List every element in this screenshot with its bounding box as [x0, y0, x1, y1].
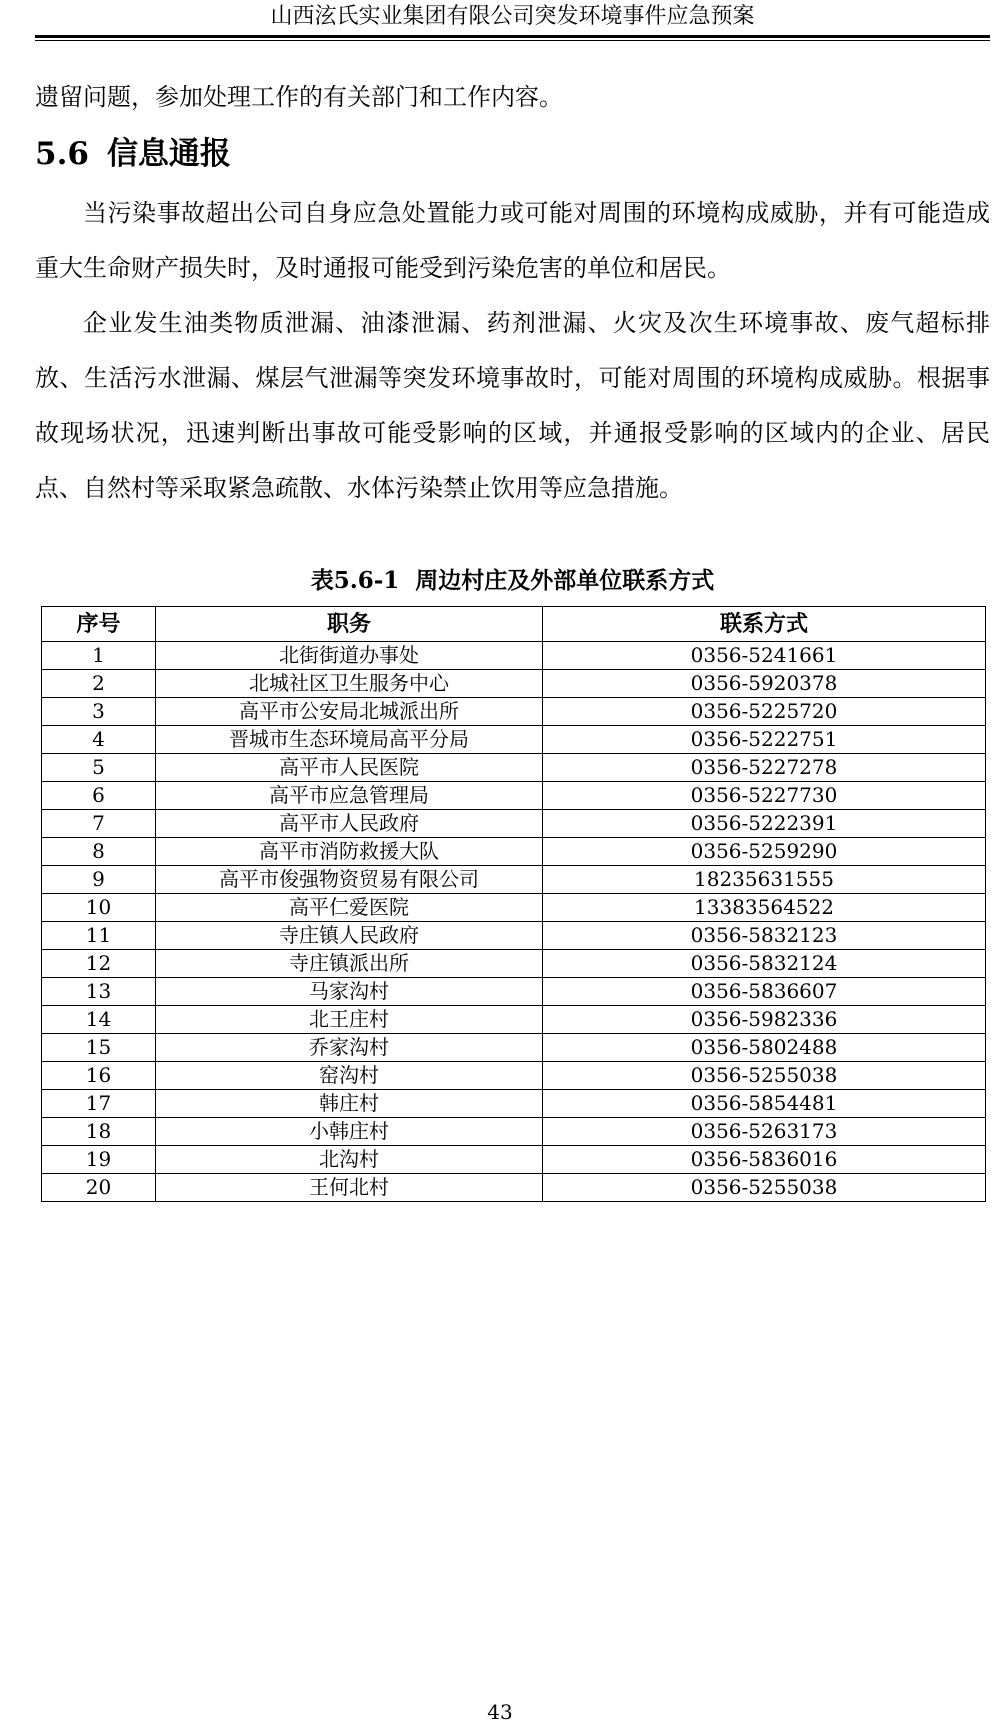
cell-serial-number: 9 [42, 866, 156, 894]
cell-phone: 0356-5241661 [543, 642, 986, 670]
cell-serial-number: 17 [42, 1090, 156, 1118]
cell-post: 寺庄镇派出所 [156, 950, 543, 978]
cell-serial-number: 10 [42, 894, 156, 922]
cell-serial-number: 3 [42, 698, 156, 726]
cell-serial-number: 7 [42, 810, 156, 838]
cell-serial-number: 1 [42, 642, 156, 670]
cell-phone: 0356-5802488 [543, 1034, 986, 1062]
cell-serial-number: 4 [42, 726, 156, 754]
cell-serial-number: 8 [42, 838, 156, 866]
cell-post: 乔家沟村 [156, 1034, 543, 1062]
cell-post: 北城社区卫生服务中心 [156, 670, 543, 698]
cell-phone: 0356-5222391 [543, 810, 986, 838]
table-row [42, 726, 986, 754]
cell-phone: 0356-5920378 [543, 670, 986, 698]
table-row [42, 922, 986, 950]
cell-post: 小韩庄村 [156, 1118, 543, 1146]
table-caption-number: 表5.6-1 [310, 567, 400, 594]
cell-phone: 0356-5259290 [543, 838, 986, 866]
paragraph-1: 当污染事故超出公司自身应急处置能力或可能对周围的环境构成威胁，并有可能造成重大生命财产损失时，及时通报可能受到污染危害的单位和居民。 [35, 199, 990, 282]
table-row [42, 894, 986, 922]
table-row [42, 1146, 986, 1174]
table-row [42, 1118, 986, 1146]
intro-line: 遗留问题，参加处理工作的有关部门和工作内容。 [35, 83, 563, 111]
contacts-table [41, 606, 986, 1202]
cell-phone: 0356-5832124 [543, 950, 986, 978]
table-row [42, 1174, 986, 1202]
table-row [42, 642, 986, 670]
table-row [42, 838, 986, 866]
table-row [42, 670, 986, 698]
cell-serial-number: 12 [42, 950, 156, 978]
header-rule-thick [35, 35, 990, 38]
cell-post: 高平市公安局北城派出所 [156, 698, 543, 726]
section-heading [35, 130, 231, 178]
section-number: 5.6 [35, 136, 89, 172]
table-body [42, 642, 986, 1202]
cell-post: 窑沟村 [156, 1062, 543, 1090]
section-title: 信息通报 [106, 136, 231, 172]
cell-phone: 13383564522 [543, 894, 986, 922]
cell-phone: 0356-5227278 [543, 754, 986, 782]
cell-serial-number: 18 [42, 1118, 156, 1146]
table-row [42, 1034, 986, 1062]
cell-phone: 0356-5836016 [543, 1146, 986, 1174]
cell-phone: 0356-5225720 [543, 698, 986, 726]
table-row [42, 1006, 986, 1034]
cell-serial-number: 6 [42, 782, 156, 810]
cell-serial-number: 2 [42, 670, 156, 698]
header-serial-number: 序号 [42, 607, 156, 642]
cell-phone: 0356-5227730 [543, 782, 986, 810]
table-caption-title: 周边村庄及外部单位联系方式 [415, 567, 715, 594]
cell-phone: 0356-5222751 [543, 726, 986, 754]
cell-phone: 0356-5255038 [543, 1062, 986, 1090]
cell-phone: 0356-5255038 [543, 1174, 986, 1202]
page-header-title: 山西泫氏实业集团有限公司突发环境事件应急预案 [270, 4, 755, 29]
cell-post: 北街街道办事处 [156, 642, 543, 670]
cell-phone: 0356-5982336 [543, 1006, 986, 1034]
header-rule-thin [35, 40, 990, 41]
header-post: 职务 [156, 607, 543, 642]
cell-post: 北王庄村 [156, 1006, 543, 1034]
cell-serial-number: 13 [42, 978, 156, 1006]
table-row [42, 754, 986, 782]
cell-phone: 0356-5854481 [543, 1090, 986, 1118]
cell-phone: 0356-5832123 [543, 922, 986, 950]
header-contact: 联系方式 [543, 607, 986, 642]
cell-post: 高平市人民政府 [156, 810, 543, 838]
cell-phone: 0356-5263173 [543, 1118, 986, 1146]
table-row [42, 950, 986, 978]
table-row [42, 810, 986, 838]
cell-phone: 0356-5836607 [543, 978, 986, 1006]
page-number: 43 [487, 1700, 513, 1724]
cell-serial-number: 14 [42, 1006, 156, 1034]
table-header-row [42, 607, 986, 642]
cell-post: 晋城市生态环境局高平分局 [156, 726, 543, 754]
cell-serial-number: 5 [42, 754, 156, 782]
cell-post: 韩庄村 [156, 1090, 543, 1118]
cell-post: 北沟村 [156, 1146, 543, 1174]
cell-post: 王何北村 [156, 1174, 543, 1202]
cell-post: 高平市应急管理局 [156, 782, 543, 810]
cell-post: 高平市人民医院 [156, 754, 543, 782]
cell-serial-number: 16 [42, 1062, 156, 1090]
paragraph-2: 企业发生油类物质泄漏、油漆泄漏、药剂泄漏、火灾及次生环境事故、废气超标排放、生活污水泄漏、煤层气泄漏等突发环境事故时，可能对周围的环境构成威胁。根据事故现场状况，迅速判断出事故可能受影响的区域，并通报受影响的区域内的企业、居民点、自然村等采取紧急疏散、水体污染禁止饮用等应急措施。 [35, 309, 990, 502]
cell-post: 高平仁爱医院 [156, 894, 543, 922]
cell-serial-number: 20 [42, 1174, 156, 1202]
cell-serial-number: 11 [42, 922, 156, 950]
cell-post: 高平市消防救援大队 [156, 838, 543, 866]
table-row [42, 698, 986, 726]
table-row [42, 782, 986, 810]
cell-phone: 18235631555 [543, 866, 986, 894]
table-row [42, 1090, 986, 1118]
cell-serial-number: 19 [42, 1146, 156, 1174]
cell-post: 高平市俊强物资贸易有限公司 [156, 866, 543, 894]
table-row [42, 978, 986, 1006]
table-row [42, 1062, 986, 1090]
cell-post: 寺庄镇人民政府 [156, 922, 543, 950]
table-row [42, 866, 986, 894]
cell-serial-number: 15 [42, 1034, 156, 1062]
table-caption [35, 565, 990, 597]
cell-post: 马家沟村 [156, 978, 543, 1006]
